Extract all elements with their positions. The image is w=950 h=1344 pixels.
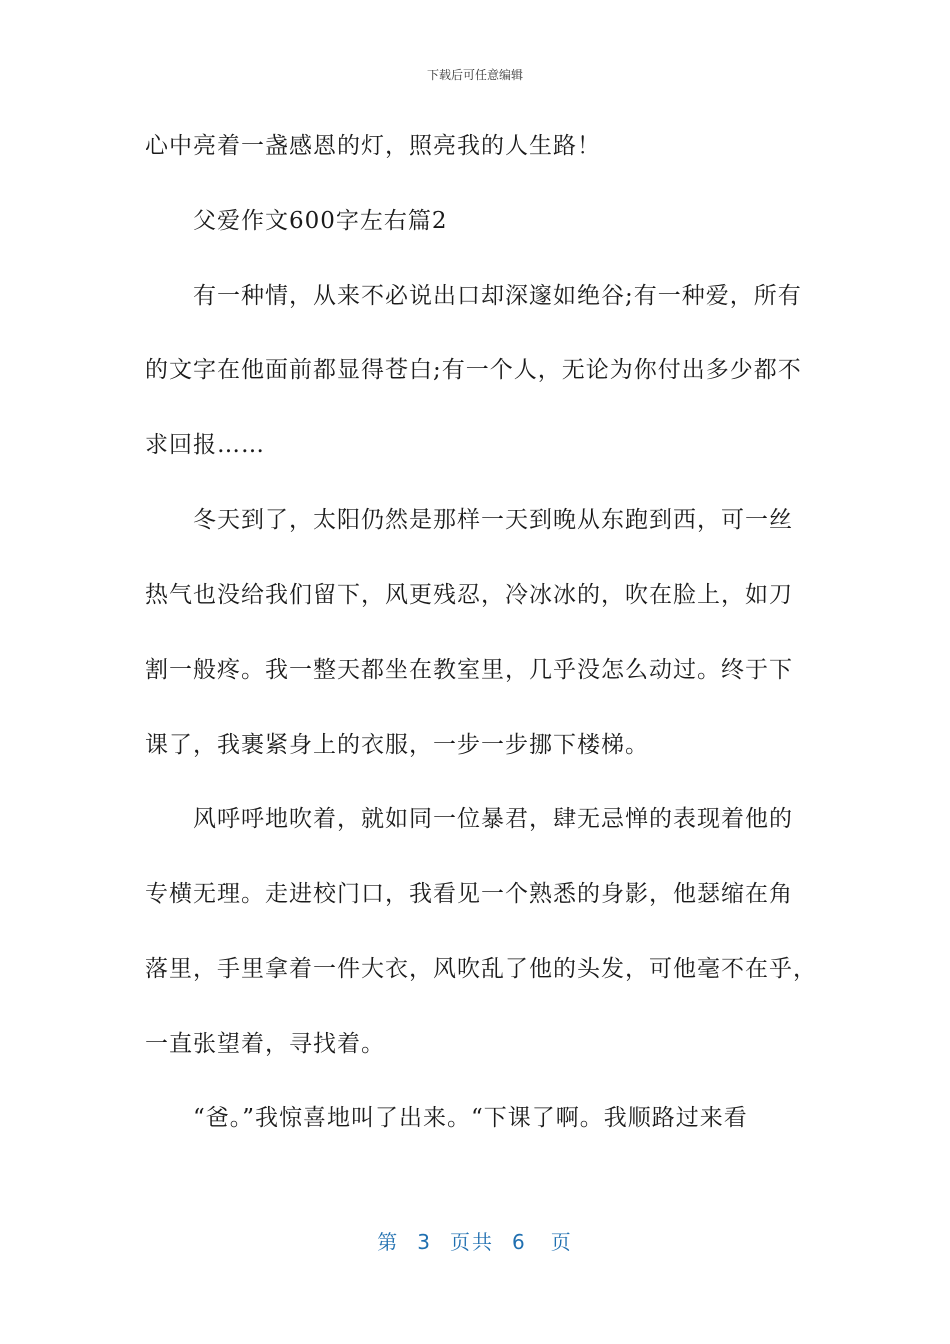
page-current: 3 [417,1230,432,1254]
text-line-10: 风呼呼地吹着，就如同一位暴君，肆无忌惮的表现着他的 [193,806,793,832]
section-heading: 父爱作文600字左右篇2 [193,208,448,234]
text-line-9: 课了，我裹紧身上的衣服，一步一步挪下楼梯。 [145,732,649,758]
page-suffix: 页 [550,1230,573,1254]
page-total: 6 [512,1230,527,1254]
text-line-7: 热气也没给我们留下，风更残忍，冷冰冰的，吹在脸上，如刀 [145,582,793,608]
page-footer [0,1226,950,1255]
text-line-5: 求回报…… [145,432,265,458]
page-prefix: 第 [377,1230,400,1254]
text-line-13: 一直张望着，寻找着。 [145,1031,385,1057]
page-middle: 页共 [450,1230,494,1254]
text-line-1: 心中亮着一盏感恩的灯，照亮我的人生路！ [145,133,601,159]
page-header: 下载后可任意编辑 [426,68,523,82]
text-line-12: 落里，手里拿着一件大衣，风吹乱了他的头发，可他毫不在乎， [145,956,817,982]
text-line-8: 割一般疼。我一整天都坐在教室里，几乎没怎么动过。终于下 [145,657,793,683]
text-line-11: 专横无理。走进校门口，我看见一个熟悉的身影，他瑟缩在角 [145,881,793,907]
text-line-6: 冬天到了，太阳仍然是那样一天到晚从东跑到西，可一丝 [193,507,793,533]
text-line-3: 有一种情，从来不必说出口却深邃如绝谷;有一种爱，所有 [193,283,802,309]
text-line-4: 的文字在他面前都显得苍白;有一个人，无论为你付出多少都不 [145,357,802,383]
text-line-14: “爸。”我惊喜地叫了出来。“下课了啊。我顺路过来看 [193,1105,748,1131]
